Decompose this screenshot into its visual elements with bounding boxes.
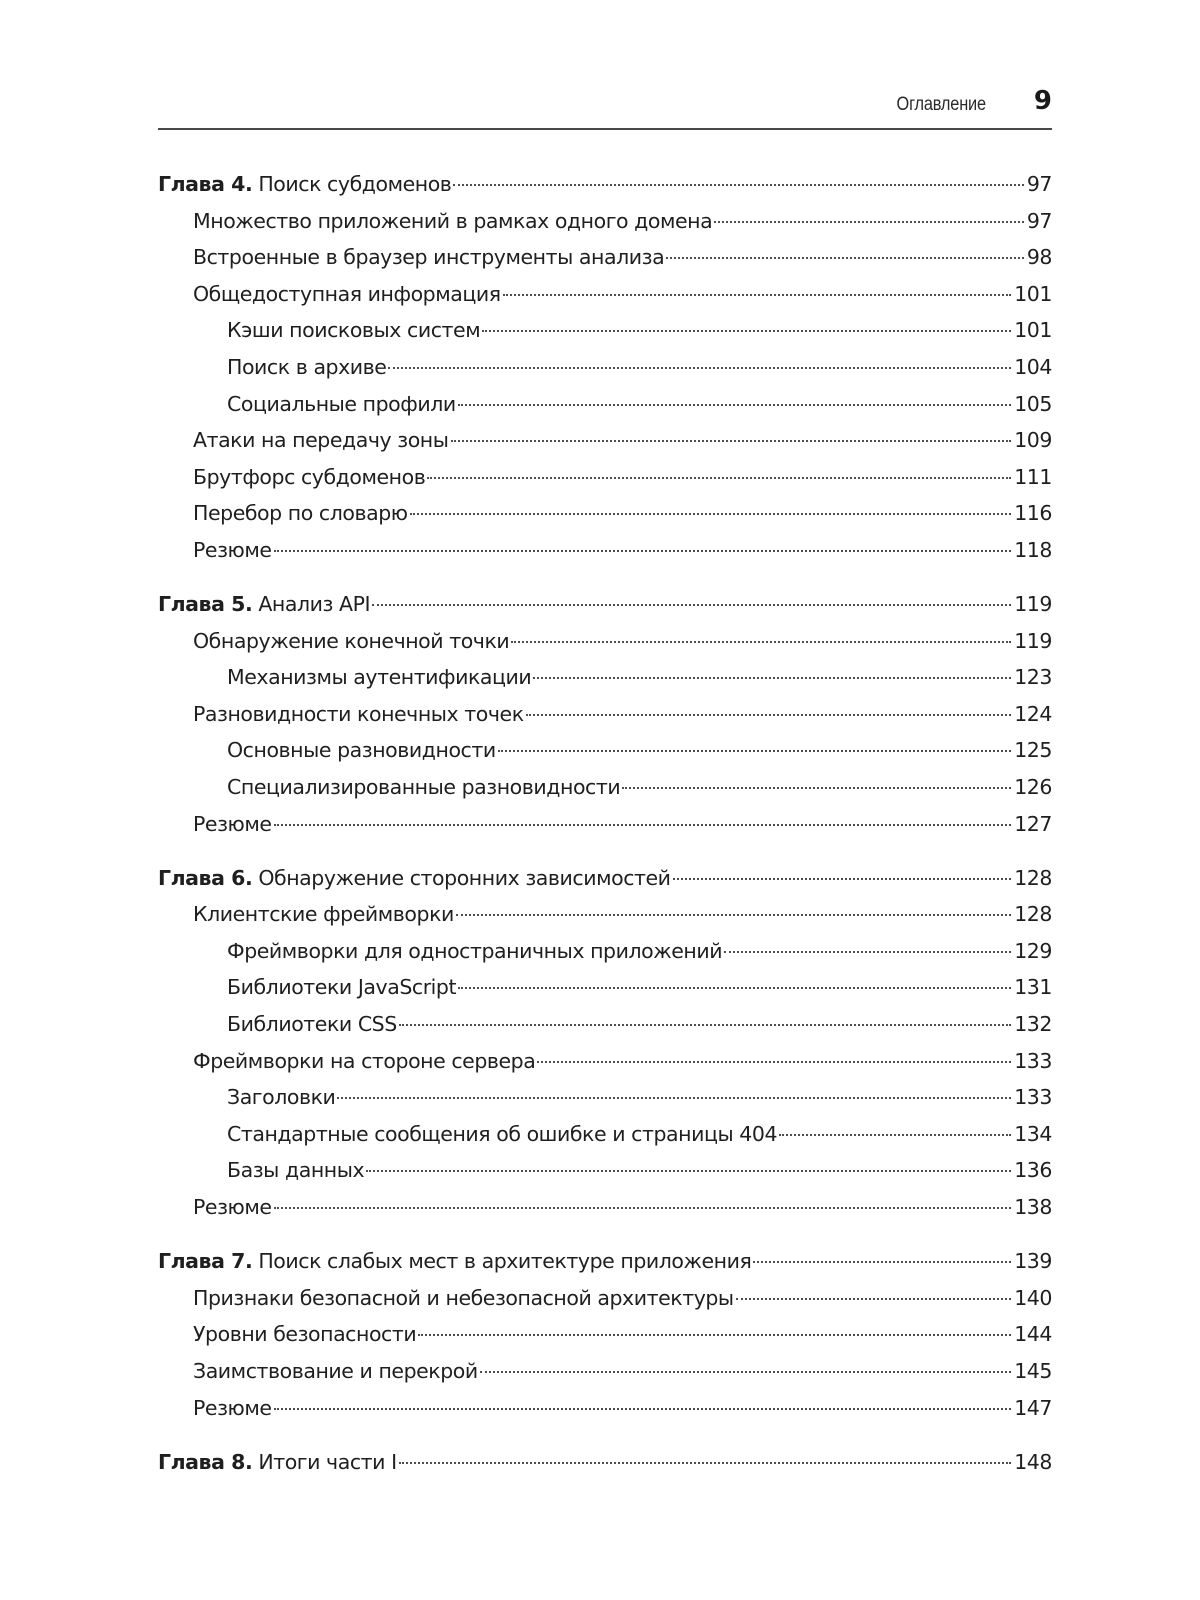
dot-leader xyxy=(337,1097,1011,1099)
dot-leader xyxy=(666,257,1024,259)
dot-leader xyxy=(388,367,1011,369)
entry-title: Встроенные в браузер инструменты анализа xyxy=(193,245,665,270)
chapter-title-text: Поиск субдоменов xyxy=(258,172,452,196)
dot-leader xyxy=(399,1024,1011,1026)
dot-leader xyxy=(526,714,1012,716)
chapter-number: Глава 7. xyxy=(158,1249,253,1274)
page-number: 98 xyxy=(1026,245,1052,270)
entry-title: Библиотеки JavaScript xyxy=(227,975,457,1000)
dot-leader xyxy=(372,604,1011,606)
page-number: 126 xyxy=(1014,775,1052,799)
section-entry xyxy=(158,209,1052,246)
dot-leader xyxy=(533,677,1011,679)
subsection-entry xyxy=(158,775,1052,812)
chapter-title xyxy=(158,866,671,890)
page-number: 123 xyxy=(1014,665,1052,690)
entry-title: Общедоступная информация xyxy=(193,281,501,306)
page-number: 128 xyxy=(1014,902,1052,927)
section-entry xyxy=(158,1359,1052,1396)
subsection-entry xyxy=(158,355,1052,392)
entry-title: Поиск в архиве xyxy=(227,354,387,379)
section-entry xyxy=(158,1322,1052,1359)
chapter-block xyxy=(158,1450,1052,1487)
chapter-title xyxy=(158,172,451,196)
dot-leader xyxy=(451,440,1012,442)
dot-leader xyxy=(366,1170,1011,1172)
subsection-entry xyxy=(158,392,1052,429)
dot-leader xyxy=(274,550,1012,552)
subsection-entry xyxy=(158,665,1052,702)
dot-leader xyxy=(480,1371,1011,1373)
page-number: 133 xyxy=(1014,1048,1052,1073)
entry-title: Резюме xyxy=(193,811,272,836)
chapter-entry xyxy=(158,866,1052,903)
section-entry xyxy=(158,629,1052,666)
chapter-number: Глава 6. xyxy=(158,865,253,890)
entry-title: Заимствование и перекрой xyxy=(193,1358,478,1383)
dot-leader xyxy=(498,750,1011,752)
chapter-block xyxy=(158,592,1052,848)
dot-leader xyxy=(274,824,1012,826)
page-number: 119 xyxy=(1014,628,1052,653)
page-number: 125 xyxy=(1014,738,1052,763)
entry-title: Механизмы аутентификации xyxy=(227,665,532,690)
entry-title: Основные разновидности xyxy=(227,738,496,763)
entry-title: Социальные профили xyxy=(227,391,456,416)
page-number: 129 xyxy=(1014,938,1052,963)
page-number: 128 xyxy=(1014,865,1052,890)
page-number: 119 xyxy=(1014,592,1052,617)
dot-leader xyxy=(714,221,1024,223)
dot-leader xyxy=(511,641,1011,643)
chapter-title-text: Анализ API xyxy=(258,592,371,617)
entry-title: Заголовки xyxy=(227,1085,336,1110)
section-entry xyxy=(158,428,1052,465)
chapter-title xyxy=(158,592,370,616)
dot-leader xyxy=(503,294,1012,296)
section-entry xyxy=(158,538,1052,575)
page-number: 139 xyxy=(1014,1249,1052,1274)
page-number: 104 xyxy=(1014,354,1052,379)
dot-leader xyxy=(482,330,1011,332)
page-number: 133 xyxy=(1014,1085,1052,1110)
dot-leader xyxy=(453,184,1023,186)
entry-title: Фреймворки на стороне сервера xyxy=(193,1048,536,1073)
dot-leader xyxy=(537,1061,1011,1063)
page-number: 131 xyxy=(1014,975,1052,1000)
chapter-title-text: Обнаружение сторонних зависимостей xyxy=(258,865,671,890)
chapter-title-text: Поиск слабых мест в архитектуре приложения xyxy=(258,1249,752,1274)
page-number: 101 xyxy=(1014,281,1052,306)
page-number: 118 xyxy=(1014,537,1052,562)
chapter-title xyxy=(158,1249,751,1273)
page-number: 136 xyxy=(1014,1158,1052,1183)
entry-title: Клиентские фреймворки xyxy=(193,902,454,927)
entry-title: Резюме xyxy=(193,1395,272,1420)
entry-title: Перебор по словарю xyxy=(193,501,408,526)
dot-leader xyxy=(274,1207,1012,1209)
subsection-entry xyxy=(158,939,1052,976)
subsection-entry xyxy=(158,975,1052,1012)
section-entry xyxy=(158,702,1052,739)
header-section-title: Оглавление xyxy=(896,94,986,115)
entry-title: Базы данных xyxy=(227,1158,365,1183)
dot-leader xyxy=(779,1134,1011,1136)
subsection-entry xyxy=(158,318,1052,355)
section-entry xyxy=(158,1049,1052,1086)
running-header xyxy=(158,88,1052,130)
chapter-title-text: Итоги части I xyxy=(258,1449,397,1474)
entry-title: Библиотеки CSS xyxy=(227,1012,397,1037)
section-entry xyxy=(158,1195,1052,1232)
chapter-title xyxy=(158,1450,397,1474)
entry-title: Атаки на передачу зоны xyxy=(193,428,449,453)
entry-title: Специализированные разновидности xyxy=(227,775,621,799)
entry-title: Резюме xyxy=(193,1195,272,1220)
page-number: 145 xyxy=(1014,1358,1052,1383)
entry-title: Признаки безопасной и небезопасной архитектуры xyxy=(193,1285,734,1310)
page-number: 101 xyxy=(1014,318,1052,343)
dot-leader xyxy=(753,1261,1011,1263)
page-number: 116 xyxy=(1014,501,1052,526)
dot-leader xyxy=(410,513,1012,515)
table-of-contents xyxy=(158,172,1052,1504)
dot-leader xyxy=(673,878,1012,880)
page-number: 97 xyxy=(1026,208,1052,233)
chapter-entry xyxy=(158,592,1052,629)
dot-leader xyxy=(736,1298,1012,1300)
page-number: 105 xyxy=(1014,391,1052,416)
section-entry xyxy=(158,1286,1052,1323)
entry-title: Обнаружение конечной точки xyxy=(193,628,510,653)
page-number: 140 xyxy=(1014,1285,1052,1310)
subsection-entry xyxy=(158,1085,1052,1122)
entry-title: Брутфорс субдоменов xyxy=(193,464,426,489)
section-entry xyxy=(158,902,1052,939)
entry-title: Стандартные сообщения об ошибке и страницы 404 xyxy=(227,1121,778,1146)
section-entry xyxy=(158,812,1052,849)
chapter-block xyxy=(158,172,1052,575)
page-number: 144 xyxy=(1014,1322,1052,1347)
page-number: 132 xyxy=(1014,1012,1052,1037)
dot-leader xyxy=(427,477,1011,479)
dot-leader xyxy=(458,404,1011,406)
chapter-number: Глава 8. xyxy=(158,1449,253,1474)
entry-title: Фреймворки для одностраничных приложений xyxy=(227,938,723,963)
page-number: 97 xyxy=(1026,172,1052,196)
page-number: 134 xyxy=(1014,1121,1052,1146)
dot-leader xyxy=(418,1334,1011,1336)
chapter-number: Глава 4. xyxy=(158,172,253,196)
subsection-entry xyxy=(158,1158,1052,1195)
dot-leader xyxy=(724,951,1011,953)
dot-leader xyxy=(458,987,1011,989)
entry-title: Резюме xyxy=(193,537,272,562)
subsection-entry xyxy=(158,1012,1052,1049)
entry-title: Уровни безопасности xyxy=(193,1322,417,1347)
chapter-entry xyxy=(158,1249,1052,1286)
chapter-block xyxy=(158,866,1052,1232)
page-number: 124 xyxy=(1014,701,1052,726)
chapter-number: Глава 5. xyxy=(158,592,253,617)
page-number: 138 xyxy=(1014,1195,1052,1220)
entry-title: Кэши поисковых систем xyxy=(227,318,481,343)
chapter-block xyxy=(158,1249,1052,1432)
page-number: 147 xyxy=(1014,1395,1052,1420)
dot-leader xyxy=(456,914,1011,916)
subsection-entry xyxy=(158,1122,1052,1159)
page-number: 148 xyxy=(1014,1449,1052,1474)
entry-title: Разновидности конечных точек xyxy=(193,701,524,726)
chapter-entry xyxy=(158,172,1052,209)
subsection-entry xyxy=(158,738,1052,775)
page-number: 109 xyxy=(1014,428,1052,453)
section-entry xyxy=(158,501,1052,538)
page-number: 111 xyxy=(1014,464,1052,489)
section-entry xyxy=(158,282,1052,319)
section-entry xyxy=(158,465,1052,502)
section-entry xyxy=(158,245,1052,282)
dot-leader xyxy=(399,1462,1012,1464)
header-page-number: 9 xyxy=(1033,86,1052,116)
page-number: 127 xyxy=(1014,811,1052,836)
dot-leader xyxy=(622,787,1011,789)
section-entry xyxy=(158,1396,1052,1433)
chapter-entry xyxy=(158,1450,1052,1487)
dot-leader xyxy=(274,1408,1012,1410)
entry-title: Множество приложений в рамках одного домена xyxy=(193,208,713,233)
